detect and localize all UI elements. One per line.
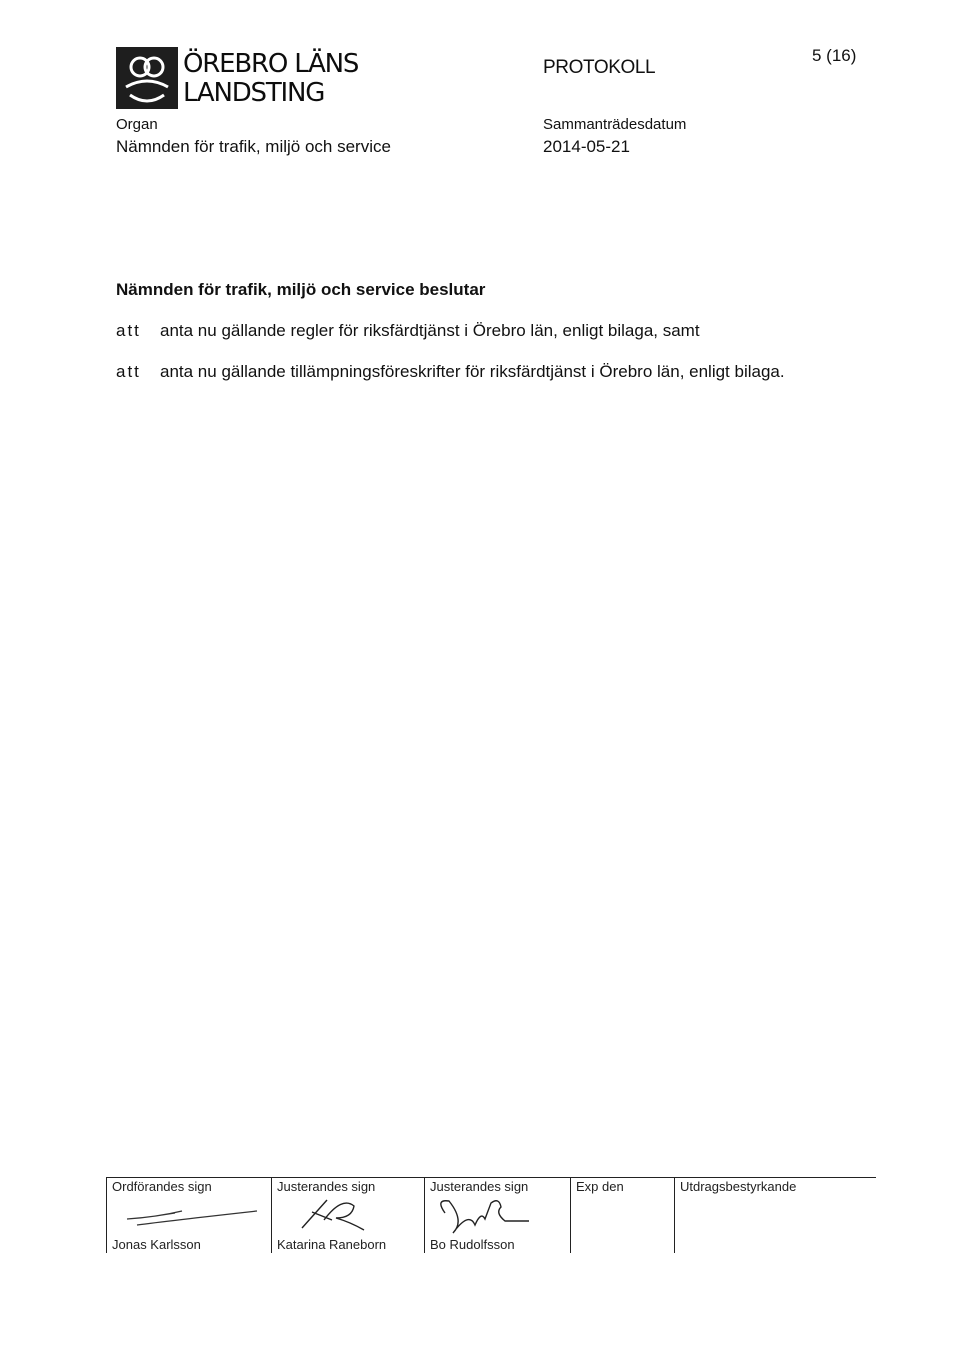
page-number: 5 (16) xyxy=(812,46,857,65)
signature-header: Justerandes sign xyxy=(277,1179,376,1194)
decision-text: anta nu gällande tillämpningsföreskrifter för riksfärdtjänst i Örebro län, enligt bilaga. xyxy=(160,362,785,381)
logo-line-2: LANDSTING xyxy=(183,78,325,108)
signature-table xyxy=(106,1177,876,1253)
logo-emblem xyxy=(116,47,178,109)
signature-cell-certification xyxy=(674,1177,876,1253)
signature-header: Ordförandes sign xyxy=(112,1179,212,1194)
handwritten-signature xyxy=(107,1195,272,1235)
signature-header: Justerandes sign xyxy=(430,1179,529,1194)
organ-value: Nämnden för trafik, miljö och service xyxy=(116,137,391,156)
document-type: PROTOKOLL xyxy=(543,57,656,78)
logo-line-1: ÖREBRO LÄNS xyxy=(183,49,359,79)
signature-cell-chair xyxy=(106,1177,271,1253)
decision-item-2 xyxy=(116,362,785,382)
decision-prefix: att xyxy=(116,321,141,340)
signature-header: Exp den xyxy=(576,1179,624,1194)
decision-item-1 xyxy=(116,321,700,341)
signature-name: Jonas Karlsson xyxy=(112,1237,201,1252)
date-value: 2014-05-21 xyxy=(543,137,630,156)
signature-header: Utdragsbestyrkande xyxy=(680,1179,797,1194)
logo-wordmark xyxy=(183,50,358,108)
signature-cell-adjuster-1 xyxy=(271,1177,424,1253)
decision-heading: Nämnden för trafik, miljö och service beslutar xyxy=(116,280,486,299)
signature-name: Katarina Raneborn xyxy=(277,1237,387,1252)
organ-label: Organ xyxy=(116,116,158,133)
date-label: Sammanträdesdatum xyxy=(543,116,687,133)
handwritten-signature xyxy=(272,1192,425,1237)
decision-text: anta nu gällande regler för riksfärdtjänst i Örebro län, enligt bilaga, samt xyxy=(160,321,700,340)
decision-prefix: att xyxy=(116,362,141,381)
signature-name: Bo Rudolfsson xyxy=(430,1237,515,1252)
signature-cell-adjuster-2 xyxy=(424,1177,570,1253)
handwritten-signature xyxy=(425,1191,571,1236)
signature-cell-exp xyxy=(570,1177,674,1253)
